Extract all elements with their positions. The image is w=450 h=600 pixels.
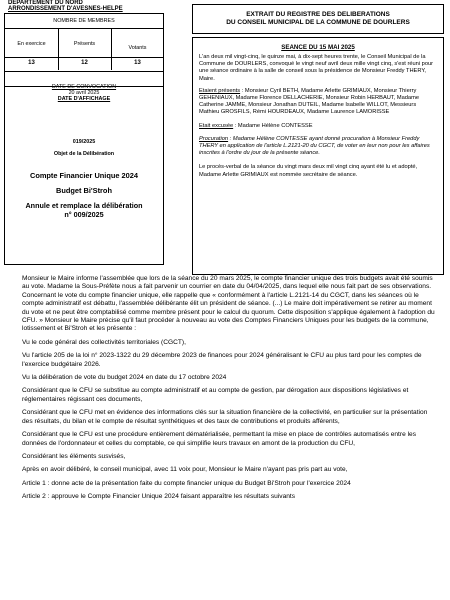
objet-line-2: Budget Bi'Stroh: [56, 186, 112, 195]
extract-title-2: DU CONSEIL MUNICIPAL DE LA COMMUNE DE DOURLERS: [226, 19, 410, 26]
objet-line-3: Annule et remplace la délibération: [25, 201, 143, 210]
body-paragraph-7: Considérant que le CFU est une procédure entièrement dématérialisée, permettant la mise en place de contrôles automatisés entre les données de l'ordonnateur et celles du comptable, ce qui simplifie leurs travaux en amont de la production du CFU,: [22, 431, 417, 447]
excuse-text: : Madame Hélène CONTESSE: [233, 122, 313, 129]
members-table: [4, 13, 164, 87]
deliberation-body: [22, 275, 436, 507]
objet-line-1: Compte Financier Unique 2024: [29, 171, 138, 180]
department-label: DEPARTEMENT DU NORD: [8, 0, 83, 6]
col-presents: Présents: [73, 41, 96, 47]
arrondissement-label: ARRONDISSEMENT D'AVESNES-HELPE: [8, 6, 123, 12]
procuration-paragraph: [199, 136, 437, 158]
body-paragraph-1: Monsieur le Maire informe l'assemblée que lors de la séance du 20 mars 2025, le compte financier unique des trois budgets avait été soumis au vote. Madame la Sous-Préfète nous a fait parvenir un courrier en date du 04/04/2025, dans lequel elle nous fait part de ses observations. Concernant le vote du compte financier unique, elle rappelle que « conformément à l'article L.2121-14 du CGCT, dans les séances où le compte administratif est débattu, l'assemblée délibérante élit un président de séance. (...) Le maire doit impérativement se retirer au moment du vote et ne peut être comptabilisé comme membre présent pour le calcul du quorum. Cette disposition s'applique également à l'adoption du CFU. » Monsieur le Maire précise qu'il faut procéder à nouveau au vote des Comptes Financiers Uniques pour les budgets de la commune, lotissement et Bi'Stroh et les présente :: [22, 275, 435, 333]
convocation-date: 20 avril 2025: [68, 90, 100, 96]
presents-text: : Monsieur Cyril BETH, Madame Arlette GRIMIAUX, Monsieur Thierry GEHENIAUX, Madame Florence DELLACHERIE, Monsieur Robin HERBAUT, Madame Catherine JAMME, Monsieur Jonathan DUTEIL, Madame Isabelle WILLOT, Messieurs Mathieu GROSFILS, Rémi HOURDEAUX, Madame Laurence LAMORISSE: [199, 87, 419, 116]
presents-label: Etaient présents: [199, 87, 241, 94]
body-paragraph-9: Après en avoir délibéré, le conseil municipal, avec 11 voix pour, Monsieur le Maire n'ayant pas pris part au vote,: [22, 466, 348, 474]
article-1: Article 1 : donne acte de la présentation faite du compte financier unique du Budget Bi'Stroh pour l'exercice 2024: [22, 479, 351, 487]
pv-paragraph: Le procès-verbal de la séance du vingt mars deux mil vingt cinq ayant été lu et adopté, Madame Arlette GRIMIAUX est nommée secrétaire de séance.: [199, 164, 418, 178]
seance-title: SEANCE DU 15 MAI 2025: [281, 44, 355, 51]
col-votants: Votants: [128, 45, 147, 51]
objet-label: Objet de la Délibération: [53, 151, 115, 157]
col-en-exercice: En exercice: [17, 41, 46, 47]
procuration-label: Procuration: [199, 135, 229, 142]
body-paragraph-6: Considérant que le CFU met en évidence des informations clés sur la situation financière de la collectivité, en particulier sur la présentation des résultats, du bilan et le compte de résultat synthétiques et des taux de contributions et produits afférents,: [22, 409, 428, 425]
article-2: Article 2 : approuve le Compte Financier Unique 2024 faisant apparaître les résultats suivants: [22, 493, 296, 501]
objet-line-4: n° 009/2025: [64, 210, 104, 219]
body-paragraph-4: Vu la délibération de vote du budget 2024 en date du 17 octobre 2024: [22, 374, 227, 382]
affichage-label: DATE D'AFFICHAGE: [57, 96, 111, 102]
seance-box: [192, 37, 444, 275]
reference-number: 019/2025: [72, 139, 96, 145]
body-paragraph-8: Considérant les éléments susvisés,: [22, 452, 126, 460]
extract-header-box: [192, 4, 444, 34]
seance-intro: L'an deux mil vingt-cinq, le quinze mai, à dix-sept heures trente, le Conseil Municipal de la Commune de DOURLERS, convoqué le vingt neuf avril deux mille vingt cinq, s'est réuni pour une séance ordinaire à la salle de conseil sous la présidence de Monsieur Freddy THERY, Maire.: [199, 54, 434, 82]
body-paragraph-5: Considérant que le CFU se substitue au compte administratif et au compte de gestion, par dérogation aux dispositions législatives et réglementaires régissant ces documents,: [22, 387, 409, 403]
excuse-label: Etait excusée: [199, 122, 234, 129]
excuse-paragraph: [199, 123, 437, 130]
value-presents: 12: [81, 60, 88, 66]
body-paragraph-3: Vu l'article 205 de la loi n° 2023-1322 du 29 décembre 2023 de finances pour 2024 généralisant le CFU au plus tard pour les comptes de l'exercice budgétaire 2026.: [22, 352, 422, 368]
value-votants: 13: [134, 60, 141, 66]
body-paragraph-2: Vu le code général des collectivités territoriales (CGCT),: [22, 338, 186, 346]
left-info-column: [4, 84, 164, 265]
value-en-exercice: 13: [28, 60, 35, 66]
convocation-label: DATE DE CONVOCATION: [51, 84, 117, 90]
extract-title-1: EXTRAIT DU REGISTRE DES DELIBERATIONS: [246, 11, 390, 18]
presents-paragraph: [199, 88, 437, 117]
members-title: NOMBRE DE MEMBRES: [53, 18, 115, 24]
procuration-text: : Madame Hélène CONTESSE ayant donné procuration à Monsieur Freddy THERY en application de l'article L.2121-20 du CGCT, de voter en leur non pour les affaires inscrites à l'ordre du jour de la présente séance.: [199, 135, 430, 157]
